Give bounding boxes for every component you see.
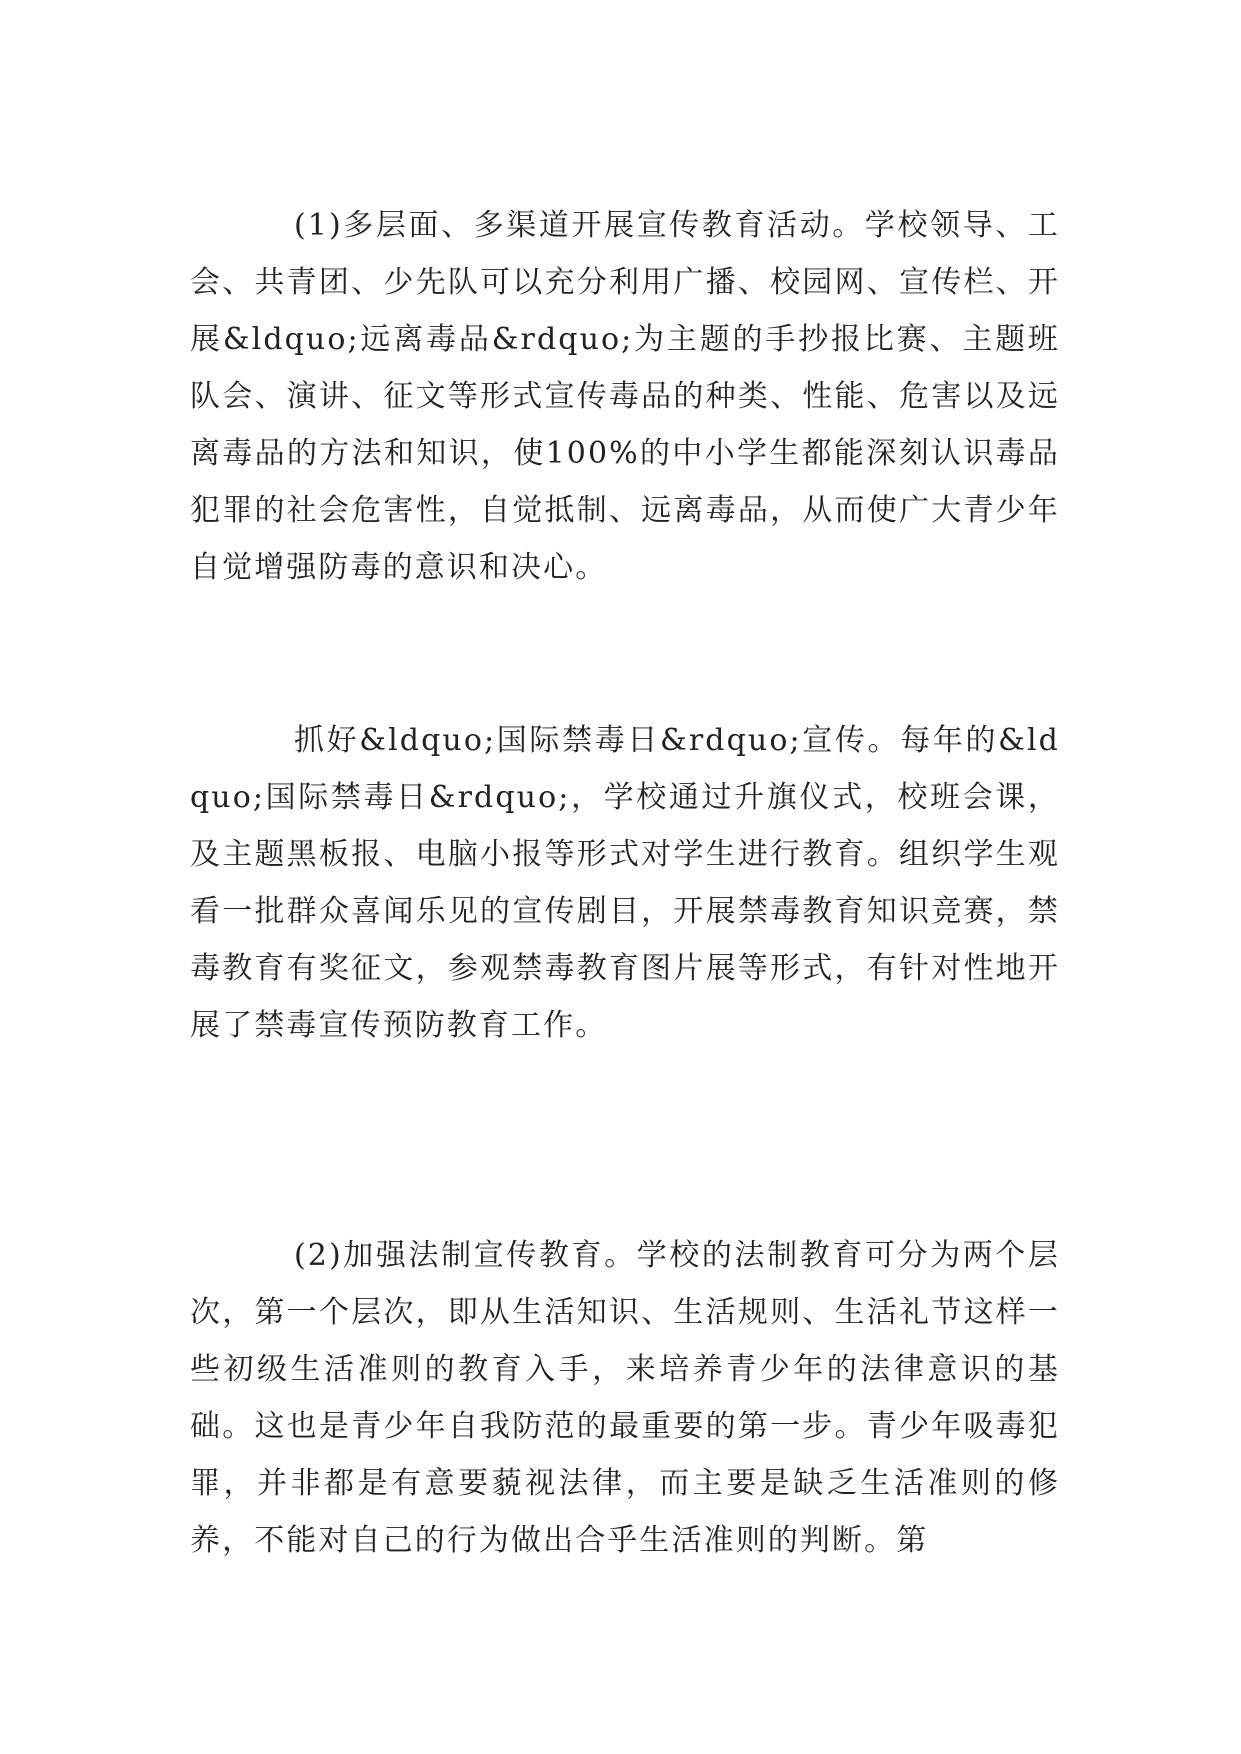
- paragraph-propaganda-activities: (1)多层面、多渠道开展宣传教育活动。学校领导、工会、共青团、少先队可以充分利用广播、校园网、宣传栏、开展&ldquo;远离毒品&rdquo;为主题的手抄报比赛、主题班队会、演讲、征文等形式宣传毒品的种类、性能、危害以及远离毒品的方法和知识，使100%的中小学生都能深刻认识毒品犯罪的社会危害性，自觉抵制、远离毒品，从而使广大青少年自觉增强防毒的意识和决心。: [190, 208, 1060, 585]
- paragraph-anti-drug-day: 抓好&ldquo;国际禁毒日&rdquo;宣传。每年的&ldquo;国际禁毒日&rdquo;，学校通过升旗仪式，校班会课，及主题黑板报、电脑小报等形式对学生进行教育。组织学生观看一批群众喜闻乐见的宣传剧目，开展禁毒教育知识竞赛，禁毒教育有奖征文，参观禁毒教育图片展等形式，有针对性地开展了禁毒宣传预防教育工作。: [190, 723, 1060, 1043]
- paragraph-legal-education: (2)加强法制宣传教育。学校的法制教育可分为两个层次，第一个层次，即从生活知识、生活规则、生活礼节这样一些初级生活准则的教育入手，来培养青少年的法律意识的基础。这也是青少年自我防范的最重要的第一步。青少年吸毒犯罪，并非都是有意要藐视法律，而主要是缺乏生活准则的修养，不能对自己的行为做出合乎生活准则的判断。第: [190, 1238, 1060, 1558]
